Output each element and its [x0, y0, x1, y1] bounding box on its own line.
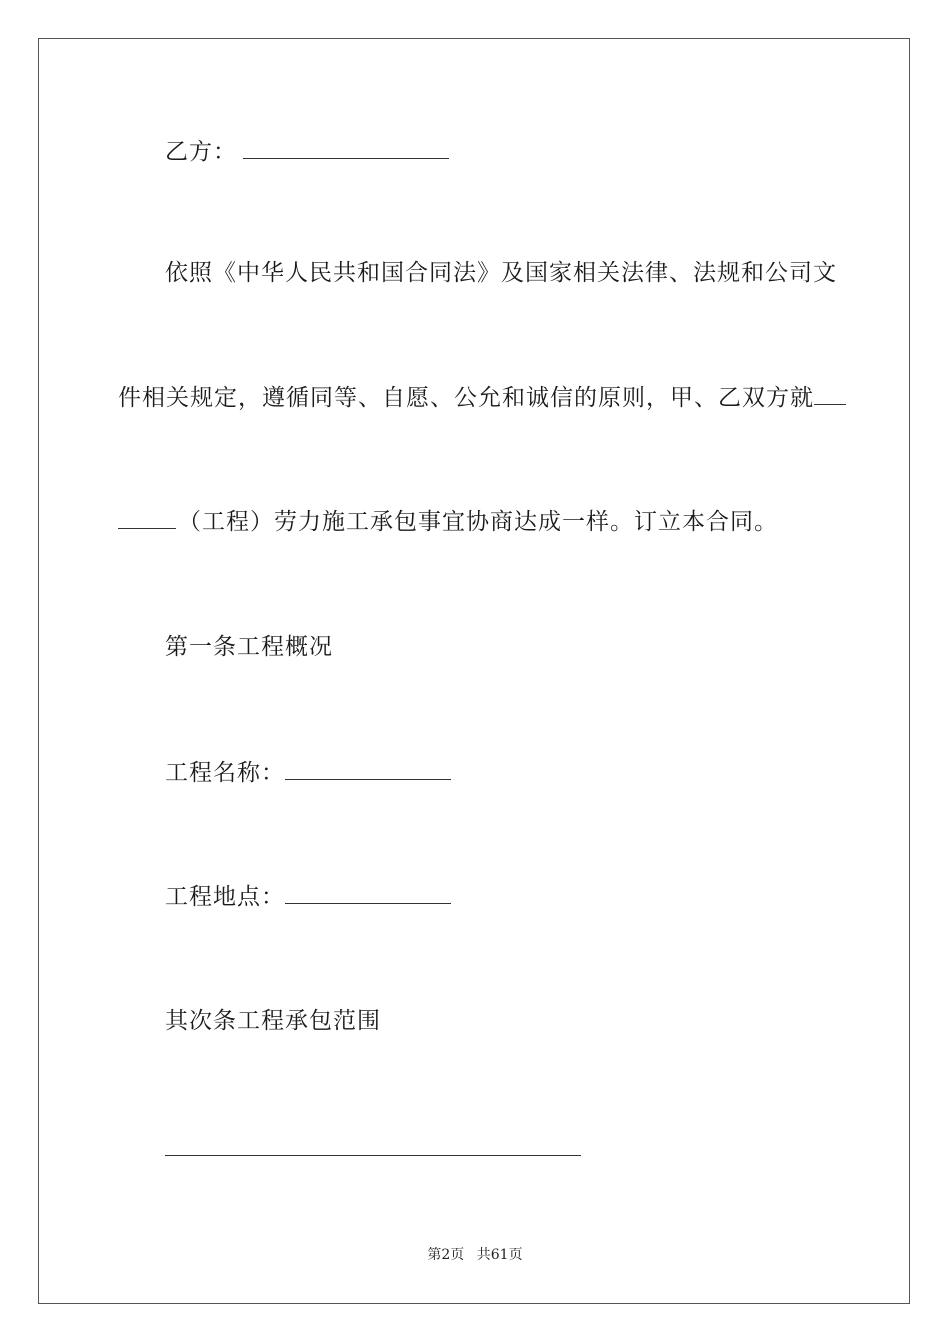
page-number-current: 第2页	[427, 1247, 465, 1263]
paragraph-line-1: 依照《中华人民共和国合同法》及国家相关法律、法规和公司文	[165, 260, 837, 286]
page-number-total: 共61页	[476, 1247, 523, 1263]
project-location-blank[interactable]	[285, 881, 451, 904]
project-name-label: 工程名称：	[165, 760, 285, 786]
party-b-line	[165, 136, 449, 167]
paragraph-line-3	[118, 506, 778, 537]
party-b-label: 乙方：	[165, 139, 237, 165]
paragraph-line-3-text: （工程）劳力施工承包事宜协商达成一样。订立本合同。	[178, 509, 778, 535]
page-border	[38, 38, 910, 1304]
project-location-label: 工程地点：	[165, 884, 285, 910]
paragraph-line-2	[118, 382, 846, 413]
project-name-blank[interactable]	[285, 757, 451, 780]
project-blank-start[interactable]	[814, 382, 846, 405]
project-name-line	[165, 757, 451, 788]
article-1-title: 第一条工程概况	[165, 634, 333, 660]
project-blank-end[interactable]	[118, 506, 176, 529]
page-footer	[0, 1244, 950, 1264]
article-2-title: 其次条工程承包范围	[165, 1008, 381, 1034]
paragraph-line-2-text: 件相关规定，遵循同等、自愿、公允和诚信的原则，甲、乙双方就	[118, 385, 814, 411]
scope-blank-line[interactable]	[165, 1155, 581, 1156]
party-b-blank[interactable]	[243, 136, 449, 159]
project-location-line	[165, 881, 451, 912]
